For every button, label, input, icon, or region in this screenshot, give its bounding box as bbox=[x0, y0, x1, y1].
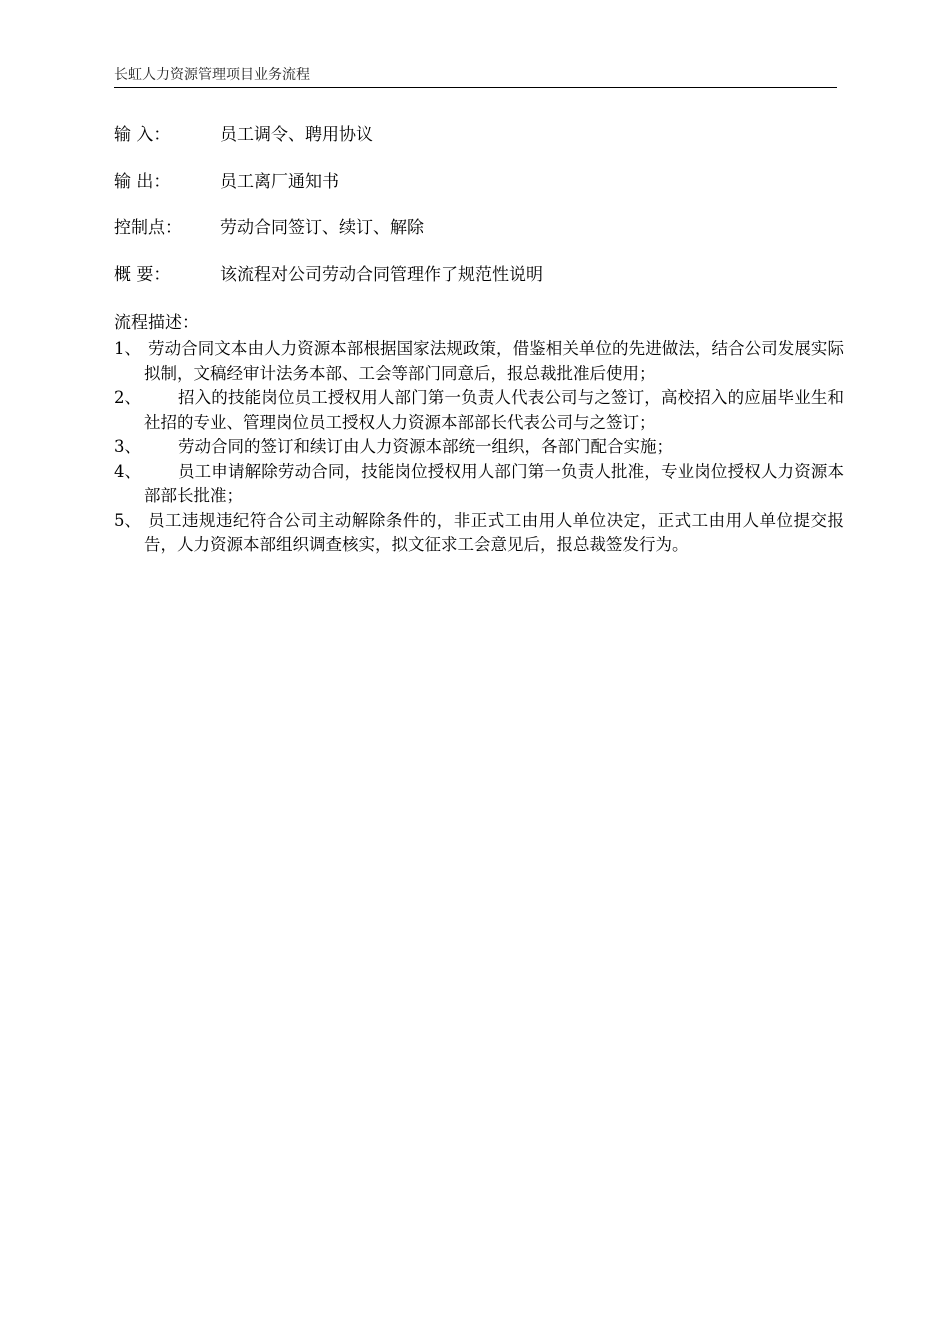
step-number: 3、 bbox=[114, 437, 141, 456]
process-step-1 bbox=[114, 337, 844, 386]
input-value: 员工调令、聘用协议 bbox=[220, 125, 373, 145]
step-number: 5、 bbox=[114, 510, 141, 530]
summary-value: 该流程对公司劳动合同管理作了规范性说明 bbox=[220, 265, 543, 285]
control-point-label: 控制点： bbox=[114, 218, 182, 238]
process-step-3 bbox=[114, 435, 844, 460]
step-text: 劳动合同的签订和续订由人力资源本部统一组织，各部门配合实施； bbox=[178, 437, 673, 456]
output-label: 输 出： bbox=[114, 172, 171, 192]
output-value: 员工离厂通知书 bbox=[220, 172, 339, 192]
step-text: 招入的技能岗位员工授权用人部门第一负责人代表公司与之签订，高校招入的应届毕业生和社招的专业、管理岗位员工授权人力资源本部部长代表公司与之签订； bbox=[144, 388, 844, 432]
document-header: 长虹人力资源管理项目业务流程 bbox=[114, 64, 837, 88]
step-number: 2、 bbox=[114, 388, 141, 407]
step-number: 4、 bbox=[114, 461, 141, 481]
process-step-2 bbox=[114, 386, 844, 435]
control-point-value: 劳动合同签订、续订、解除 bbox=[220, 218, 424, 238]
step-text: 员工违规违纪符合公司主动解除条件的，非正式工由用人单位决定，正式工由用人单位提交报告，人力资源本部组织调查核实，拟文征求工会意见后，报总裁签发行为。 bbox=[144, 510, 844, 554]
summary-label: 概 要： bbox=[114, 265, 171, 285]
process-description-title: 流程描述： bbox=[114, 313, 199, 333]
process-steps bbox=[114, 337, 844, 558]
step-text: 员工申请解除劳动合同，技能岗位授权用人部门第一负责人批准，专业岗位授权人力资源本部部长批准； bbox=[144, 461, 844, 505]
process-step-5 bbox=[114, 509, 844, 558]
step-number: 1、 bbox=[114, 339, 141, 358]
process-step-4 bbox=[114, 460, 844, 509]
step-text: 劳动合同文本由人力资源本部根据国家法规政策，借鉴相关单位的先进做法，结合公司发展实际拟制，文稿经审计法务本部、工会等部门同意后，报总裁批准后使用； bbox=[144, 339, 844, 383]
input-label: 输 入： bbox=[114, 125, 171, 145]
